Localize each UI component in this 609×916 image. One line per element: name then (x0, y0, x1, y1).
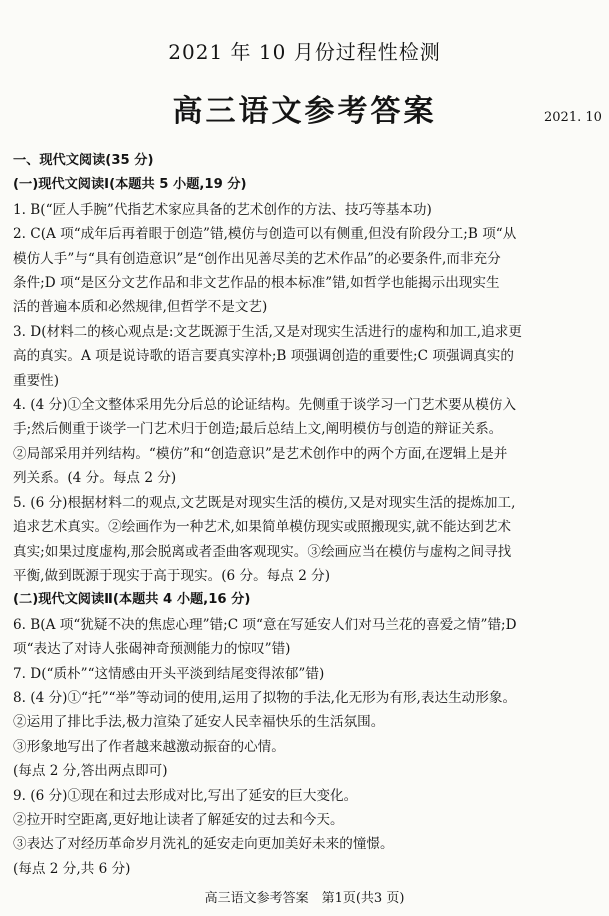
answer-line: ②拉开时空距离,更好地让读者了解延安的过去和今天。 (13, 811, 344, 828)
answer-line: ②运用了排比手法,极力渲染了延安人民幸福快乐的生活氛围。 (13, 714, 385, 731)
answer-q2 (13, 222, 598, 320)
answer-line: 列关系。(4 分。每点 2 分) (13, 470, 177, 487)
answer-line: (每点 2 分,共 6 分) (13, 860, 131, 877)
answer-line: 模仿人手”与“具有创造意识”是“创作出见善尽美的艺术作品”的必要条件,而非充分 (13, 250, 501, 267)
answer-q9 (13, 784, 598, 882)
answer-line: ③表达了对经历革命岁月洗礼的延安走向更加美好未来的憧憬。 (13, 836, 394, 853)
subsection-heading: (一)现代文阅读Ⅰ(本题共 5 小题,19 分) (13, 177, 247, 193)
answer-q8 (13, 686, 598, 784)
answer-line: 高的真实。A 项是说诗歌的语言要真实淳朴;B 项强调创造的重要性;C 项强调真实的 (13, 348, 514, 365)
answer-line: 2. C(A 项“成年后再着眼于创造”错,模仿与创造可以有侧重,但没有阶段分工;B 项“从 (13, 226, 517, 243)
answer-line: 4. (4 分)①全文整体采用先分后总的论证结构。先侧重于谈学习一门艺术要从模仿入 (13, 397, 517, 414)
answer-line: (每点 2 分,答出两点即可) (13, 763, 168, 780)
answer-line: 1. B(“匠人手腕”代指艺术家应具备的艺术创作的方法、技巧等基本功) (13, 201, 432, 218)
answer-line: 5. (6 分)根据材料二的观点,文艺既是对现实生活的模仿,又是对现实生活的提炼加工, (13, 494, 516, 511)
answer-line: 追求艺术真实。②绘画作为一种艺术,如果简单模仿现实或照搬现实,就不能达到艺术 (13, 519, 512, 536)
answer-line: 6. B(A 项“犹疑不决的焦虑心理”错;C 项“意在写延安人们对马兰花的喜爱之情”错;D (13, 616, 517, 633)
answer-line: 项“表达了对诗人张碣神奇预测能力的惊叹”错) (13, 641, 291, 658)
section-heading: 一、现代文阅读(35 分) (13, 153, 154, 168)
answer-line: 真实;如果过度虚构,那会脱离或者歪曲客观现实。③绘画应当在模仿与虚构之间寻找 (13, 543, 512, 560)
subsection-heading: (二)现代文阅读Ⅱ(本题共 4 小题,16 分) (13, 592, 251, 608)
answer-line: 活的普遍本质和必然规律,但哲学不是文艺) (13, 299, 268, 316)
answer-q1 (13, 198, 598, 222)
answer-line: 9. (6 分)①现在和过去形成对比,写出了延安的巨大变化。 (13, 787, 358, 804)
answer-line: 3. D(材料二的核心观点是:文艺既源于生活,又是对现实生活进行的虚构和加工,追求更 (13, 323, 522, 340)
answer-q5 (13, 491, 598, 589)
answer-line: ②局部采用并列结构。“模仿”和“创造意识”是艺术创作中的两个方面,在逻辑上是并 (13, 445, 508, 462)
answer-line: 8. (4 分)①“托”“举”等动词的使用,运用了拟物的手法,化无形为有形,表达生动形象。 (13, 689, 517, 706)
answer-line: 平衡,做到既源于现实于高于现实。(6 分。每点 2 分) (13, 567, 331, 584)
answer-line: ③形象地写出了作者越来越激动振奋的心情。 (13, 738, 285, 755)
answer-q4 (13, 393, 598, 491)
document-title: 高三语文参考答案 (172, 94, 437, 129)
page-footer: 高三语文参考答案 第1页(共3 页) (204, 891, 405, 906)
answer-line: 条件;D 项“是区分文艺作品和非文艺作品的根本标准”错,如哲学也能揭示出现实生 (13, 275, 500, 292)
answer-q6 (13, 613, 598, 662)
answer-line: 手;然后侧重于谈学一门艺术归于创造;最后总结上文,阐明模仿与创造的辩证关系。 (13, 421, 503, 438)
answer-content (13, 149, 598, 881)
document-date: 2021. 10 (544, 110, 602, 125)
exam-title: 2021 年 10 月份过程性检测 (168, 40, 441, 64)
answer-line: 7. D(“质朴”“这情感由开头平淡到结尾变得浓郁”错) (13, 665, 325, 682)
answer-q3 (13, 320, 598, 393)
answer-q7 (13, 662, 598, 686)
answer-line: 重要性) (13, 372, 60, 389)
